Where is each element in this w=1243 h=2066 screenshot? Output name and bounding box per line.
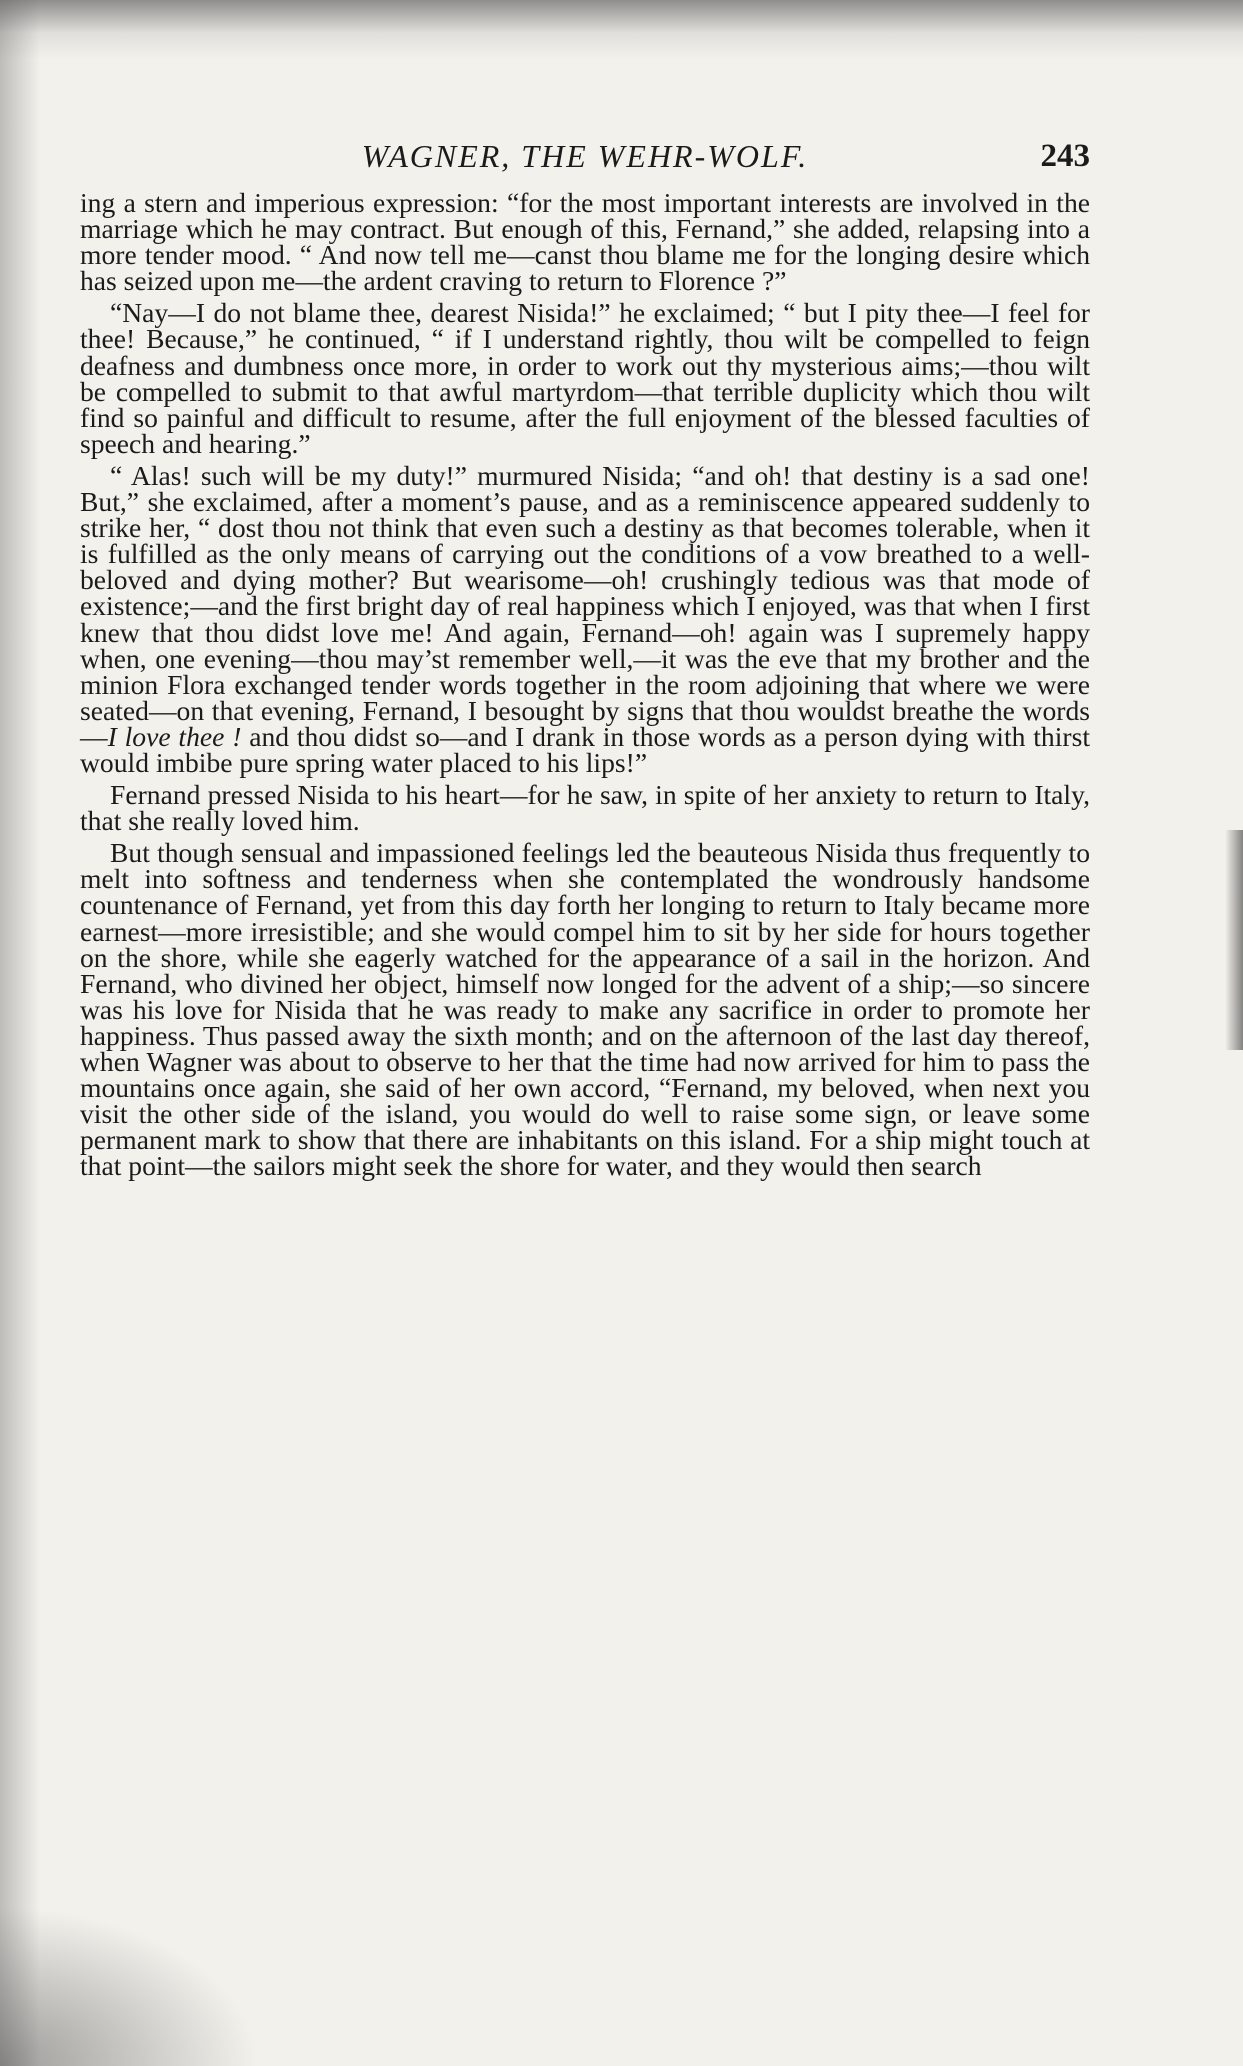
running-head bbox=[80, 138, 1090, 178]
paragraph-2: “Nay—I do not blame thee, dearest Nisida!” he exclaimed; “ but I pity thee—I feel for thee! Because,” he continued, “ if I understand rightly, thou wilt be compelled to feign deafness and dumbness once more, in order to work out thy mysterious aims;—thou wilt be compelled to submit to that awful martyrdom—that terrible duplicity which thou wilt find so painful and difficult to resume, after the full enjoyment of the blessed faculties of speech and hearing.” bbox=[80, 297, 1090, 459]
paragraph-3-after: and thou didst so—and I drank in those words as a person dying with thirst would imbibe pure spring water placed to his lips!” bbox=[80, 720, 1090, 778]
paragraph-3 bbox=[80, 459, 1090, 778]
scan-shadow-top bbox=[0, 0, 1243, 60]
paragraph-3-italic: I love thee ! bbox=[107, 720, 242, 752]
paragraph-3-before: “ Alas! such will be my duty!” murmured Nisida; “and oh! that destiny is a sad one! But,” she exclaimed, after a moment’s pause, and as a reminiscence appeared suddenly to strike her, “ dost thou not think that even such a destiny as that becomes tolerable, when it is fulfilled as the only means of carrying out the conditions of a vow breathed to a well-beloved and dying mother? But wearisome—oh! crushingly tedious was that mode of existence;—and the first bright day of real happiness which I enjoyed, was that when I first knew that thou didst love me! And again, Fernand—oh! again was I supremely happy when, one evening—thou may’st remember well,—it was the eve that my brother and the minion Flora exchanged tender words together in the room adjoining that where we were seated—on that evening, Fernand, I besought by signs that thou wouldst breathe the words— bbox=[80, 459, 1090, 752]
page-number: 243 bbox=[1040, 138, 1090, 174]
paragraph-1: ing a stern and imperious expression: “for the most important interests are involved in the marriage which he may contract. But enough of this, Fernand,” she added, relapsing into a more tender mood. “ And now tell me—canst thou blame me for the longing desire which has seized upon me—the ardent craving to return to Florence ?” bbox=[80, 187, 1090, 297]
running-title: WAGNER, THE WEHR-WOLF. bbox=[361, 138, 809, 174]
scan-shadow-left bbox=[0, 0, 40, 2066]
body-text bbox=[80, 187, 1090, 1185]
scan-smudge-right bbox=[1225, 830, 1243, 1050]
paragraph-4: Fernand pressed Nisida to his heart—for he saw, in spite of her anxiety to return to Italy, that she really loved him. bbox=[80, 779, 1090, 837]
scan-shadow-bottom-left bbox=[0, 1906, 260, 2066]
paragraph-5: But though sensual and impassioned feelings led the beauteous Nisida thus frequently to melt into softness and tenderness when she contemplated the wondrously handsome countenance of Fernand, yet from this day forth her longing to return to Italy became more earnest—more irresistible; and she would compel him to sit by her side for hours together on the shore, while she eagerly watched for the appearance of a sail in the horizon. And Fernand, who divined her object, himself now longed for the advent of a ship;—so sincere was his love for Nisida that he was ready to make any sacrifice in order to promote her happiness. Thus passed away the sixth month; and on the afternoon of the last day thereof, when Wagner was about to observe to her that the time had now arrived for him to pass the mountains once again, she said of her own accord, “Fernand, my beloved, when next you visit the other side of the island, you would do well to raise some sign, or leave some permanent mark to show that there are inhabitants on this island. For a ship might touch at that point—the sailors might seek the shore for water, and they would then search bbox=[80, 837, 1090, 1182]
